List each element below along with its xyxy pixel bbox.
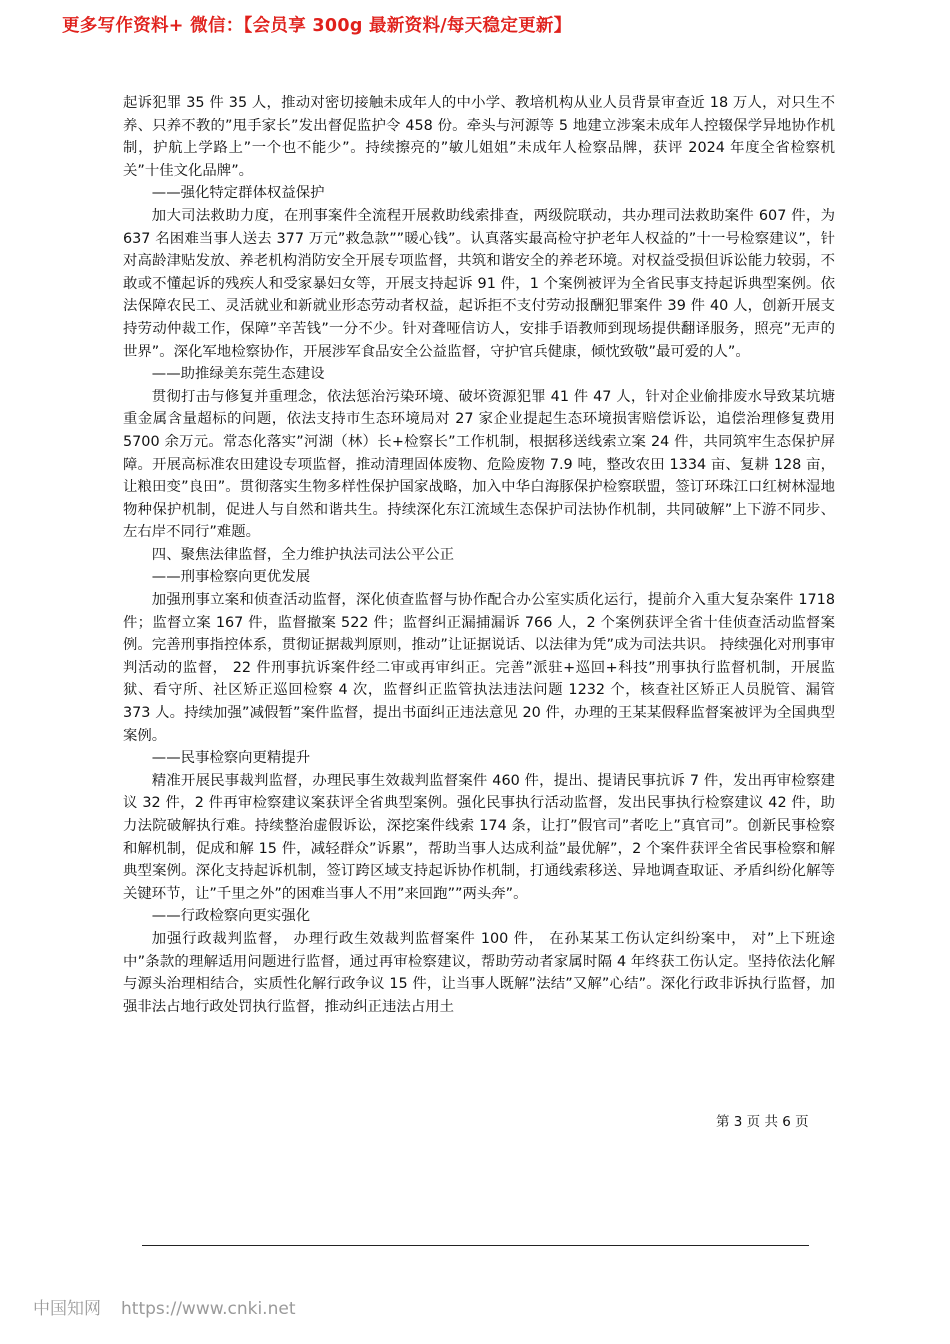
paragraph: 加强行政裁判监督， 办理行政生效裁判监督案件 100 件， 在孙某某工伤认定纠纷案中， 对”上下班途中”条款的理解适用问题进行监督，通过再审检察建议，帮助劳动者家属时隔 4 年终获工伤认定。坚持依法化解与源头治理相结合，实质性化解行政争议 15 件，让当事人既解”法结”又解”心结”。深化行政非诉执行监督，加强非法占地行政处罚执行监督，推动纠正违法占用土 — [123, 930, 835, 1015]
section-subheading: ——刑事检察向更优发展 — [151, 569, 311, 586]
paragraph: 加强刑事立案和侦查活动监督，深化侦查监督与协作配合办公室实质化运行，提前介入重大复杂案件 1718 件；监督立案 167 件，监督撤案 522 件；监督纠正漏捕漏诉 766 人，2 个案例获评全省十佳侦查活动监督案例。完善刑事指控体系，贯彻证据裁判原则，推动”让证据说话、以法律为凭”成为司法共识。 持续强化对刑事审判活动的监督， 22 件刑事抗诉案件经二审或再审纠正。完善”派驻+巡回+科技”刑事执行监督机制，开展监狱、看守所、社区矫正巡回检察 4 次，监督纠正监管执法违法问题 1232 个，核查社区矫正人员脱管、漏管 373 人。持续加强”减假暂”案件监督，提出书面纠正违法意见 20 件，办理的王某某假释监督案被评为全国典型案例。 — [123, 592, 835, 744]
section-subheading: ——民事检察向更精提升 — [151, 750, 311, 767]
section-subheading: ——行政检察向更实强化 — [151, 908, 311, 925]
section-subheading: ——强化特定群体权益保护 — [151, 185, 325, 202]
section-subheading: ——助推绿美东莞生态建设 — [151, 366, 325, 383]
page-number: 第 3 页 共 6 页 — [716, 1114, 809, 1130]
promo-banner: 更多写作资料+ 微信：【会员享 300g 最新资料/每天稳定更新】 — [62, 16, 572, 36]
paragraph: 精准开展民事裁判监督，办理民事生效裁判监督案件 460 件，提出、提请民事抗诉 7 件，发出再审检察建议 32 件，2 件再审检察建议案获评全省典型案例。强化民事执行活动监督，发出民事执行检察建议 42 件，助力法院破解执行难。持续整治虚假诉讼，深挖案件线索 174 条，让打”假官司”者吃上”真官司”。创新民事检察和解机制，促成和解 15 件，减轻群众”诉累”，帮助当事人达成利益”最优解”，2 个案件获评全省民事检察和解典型案例。深化支持起诉机制，签订跨区域支持起诉协作机制，打通线索移送、异地调查取证、矛盾纠纷化解等关键环节，让”千里之外”的困难当事人不用”来回跑””两头奔”。 — [123, 772, 835, 902]
watermark-logo-text: 中国知网 — [33, 1299, 101, 1319]
footer-divider — [142, 1245, 809, 1246]
section-heading: 四、聚焦法律监督，全力维护执法司法公平公正 — [151, 546, 455, 563]
paragraph: 贯彻打击与修复并重理念，依法惩治污染环境、破坏资源犯罪 41 件 47 人，针对企业偷排废水导致某坑塘重金属含量超标的问题，依法支持市生态环境局对 27 家企业提起生态环境损害赔偿诉讼，追偿治理修复费用 5700 余万元。常态化落实”河湖（林）长+检察长”工作机制，根据移送线索立案 24 件，共同筑牢生态保护屏障。开展高标准农田建设专项监督，推动清理固体废物、危险废物 7.9 吨，整改农田 1334 亩、复耕 128 亩，让粮田变”良田”。贯彻落实生物多样性保护国家战略，加入中华白海豚保护检察联盟，签订环珠江口红树林湿地物种保护机制，促进人与自然和谐共生。持续深化东江流域生态保护司法协作机制，共同破解”上下游不同步、左右岸不同行”难题。 — [123, 388, 835, 541]
document-body — [123, 92, 835, 1018]
watermark — [33, 1294, 295, 1319]
watermark-url: https://www.cnki.net — [121, 1299, 296, 1319]
paragraph: 加大司法救助力度，在刑事案件全流程开展救助线索排查，两级院联动，共办理司法救助案件 607 件，为 637 名困难当事人送去 377 万元”救急款””暖心钱”。认真落实最高检守护老年人权益的”十一号检察建议”，针对高龄津贴发放、养老机构消防安全开展专项监督，共筑和谐安全的养老环境。对权益受损但诉讼能力较弱，不敢或不懂起诉的残疾人和受家暴妇女等，开展支持起诉 91 件，1 个案例被评为全省民事支持起诉典型案例。依法保障农民工、灵活就业和新就业形态劳动者权益，起诉拒不支付劳动报酬犯罪案件 39 件 40 人，创新开展支持劳动仲裁工作，保障”辛苦钱”一分不少。针对聋哑信访人，安排手语教师到现场提供翻译服务，照亮”无声的世界”。深化军地检察协作，开展涉军食品安全公益监督，守护官兵健康，倾忱致敬”最可爱的人”。 — [123, 207, 835, 360]
paragraph-continued: 起诉犯罪 35 件 35 人，推动对密切接触未成年人的中小学、教培机构从业人员背景审查近 18 万人，对只生不养、只养不教的”甩手家长”发出督促监护令 458 份。牵头与河源等 5 地建立涉案未成年人控辍保学异地协作机制，护航上学路上”一个也不能少”。持续擦亮的”敏儿姐姐”未成年人检察品牌，获评 2024 年度全省检察机关”十佳文化品牌”。 — [123, 95, 835, 179]
